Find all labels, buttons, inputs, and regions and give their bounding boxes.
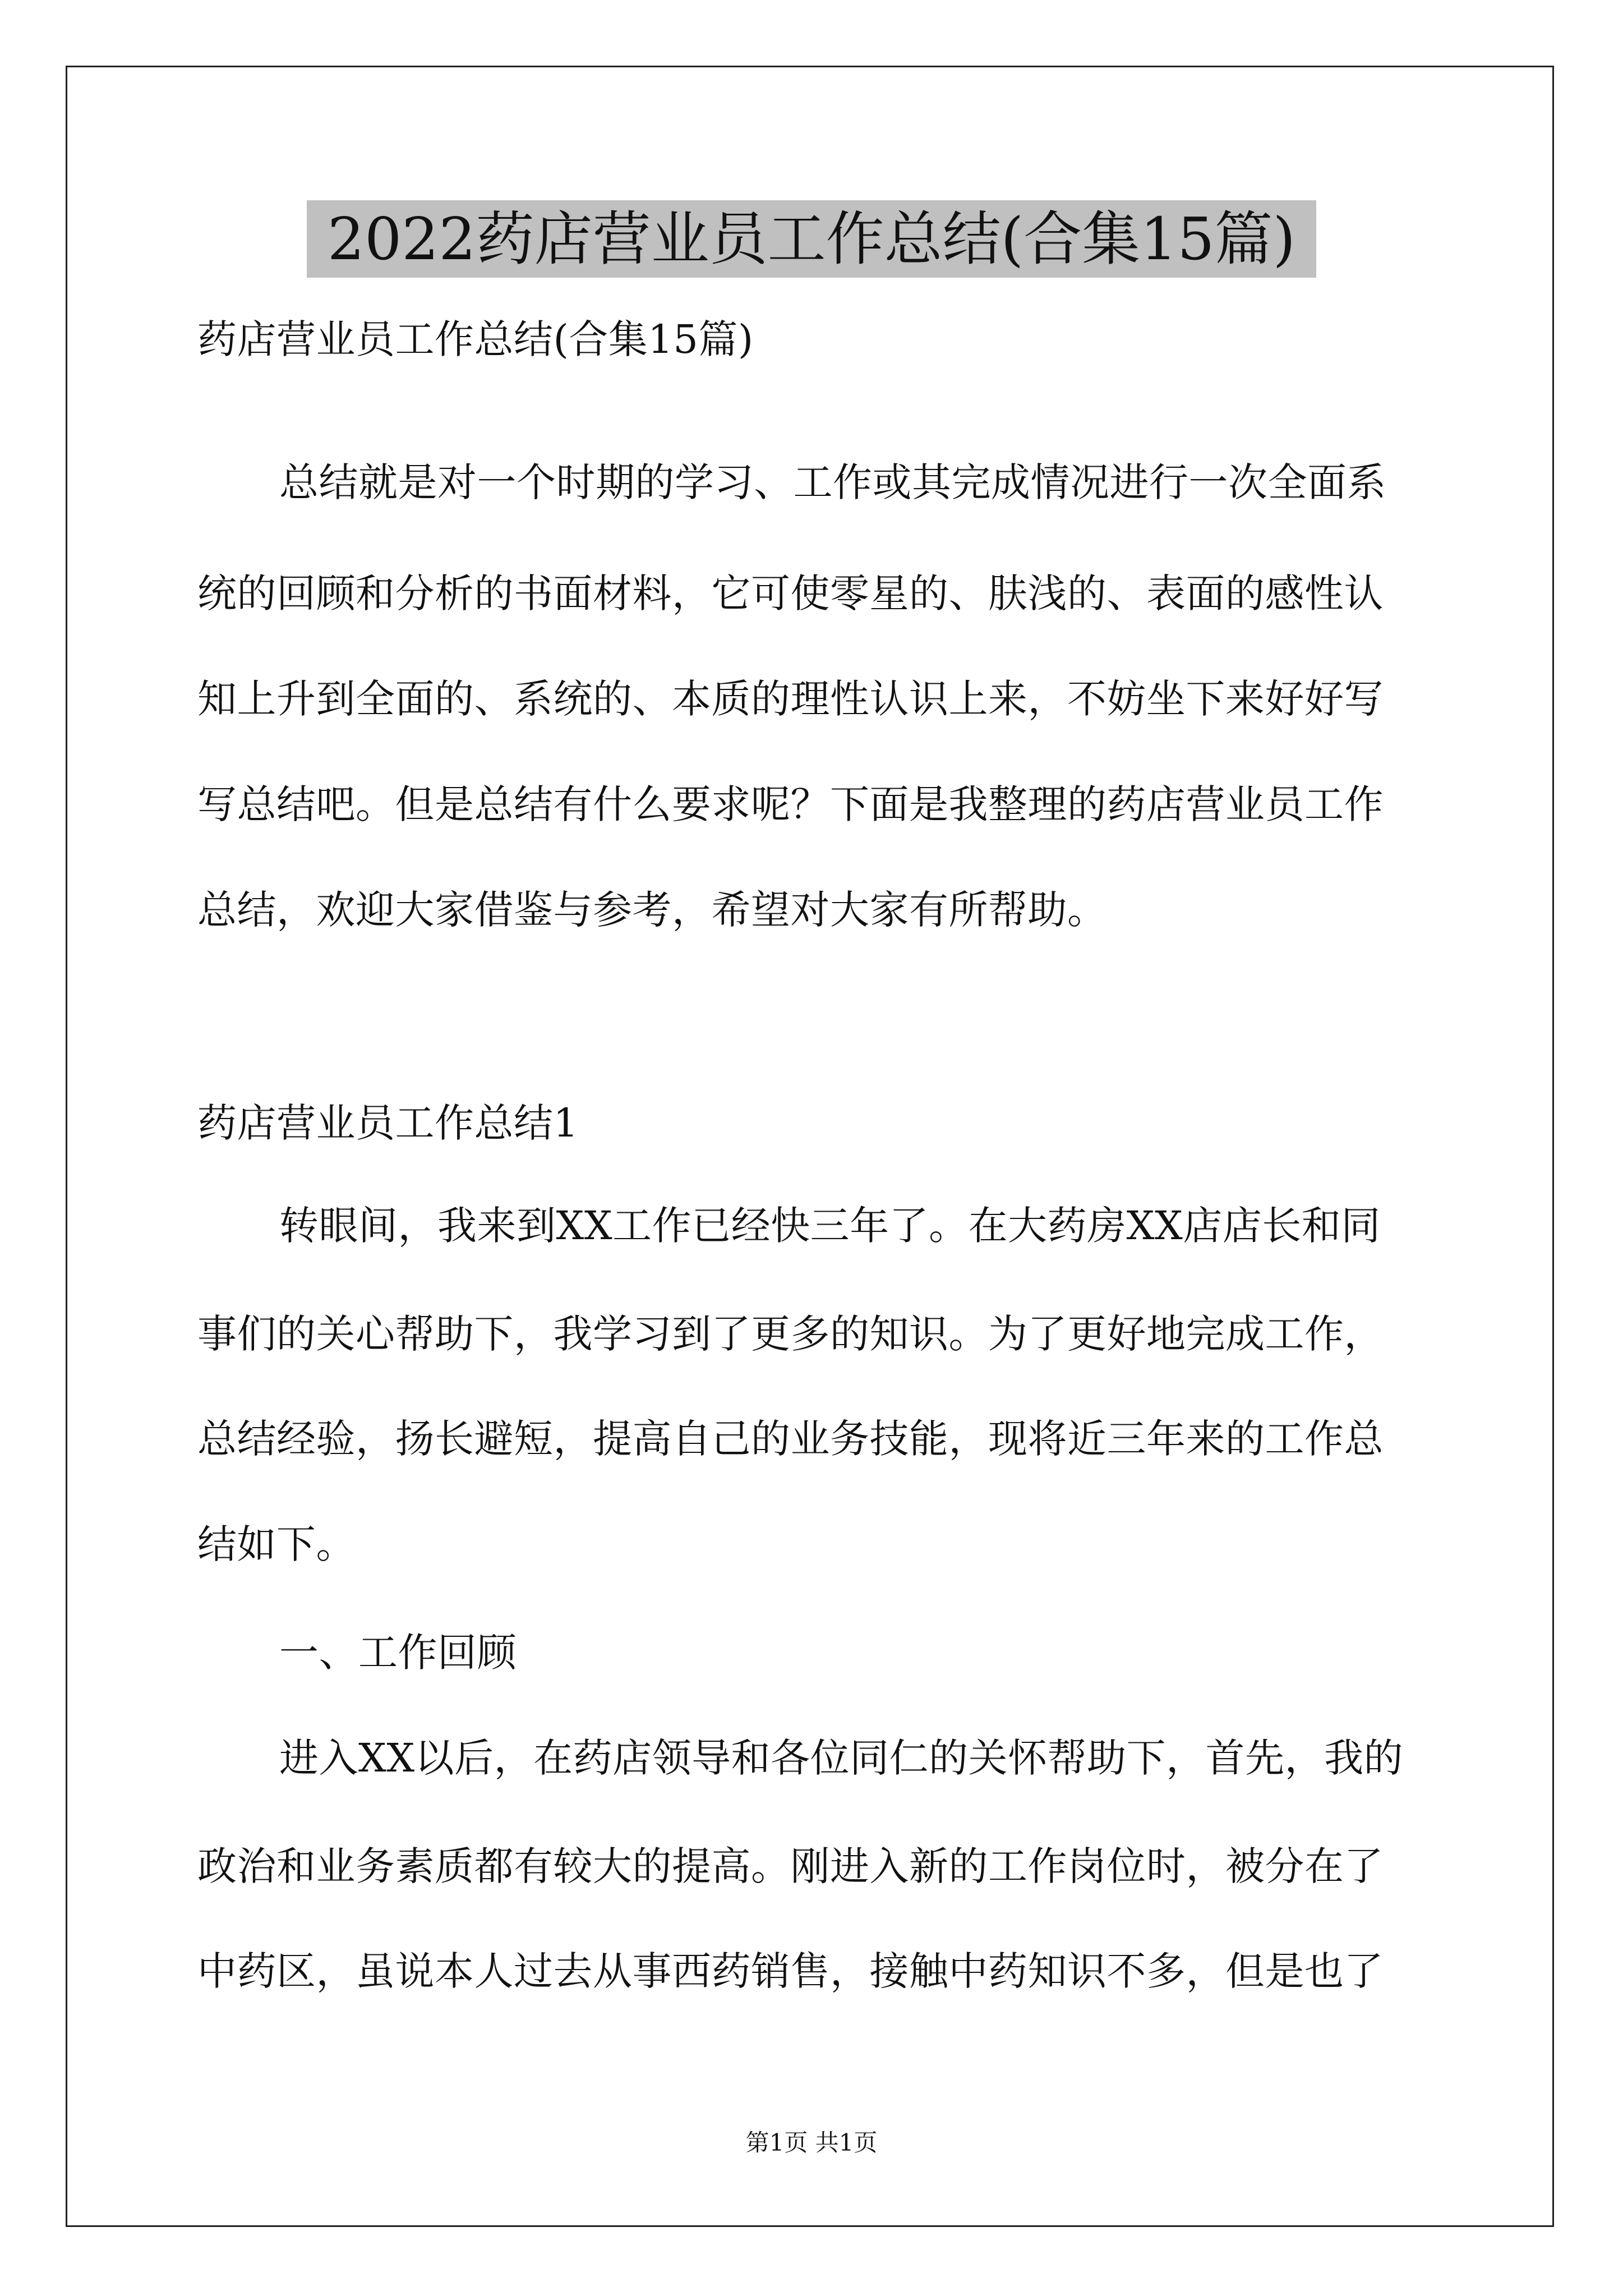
intro-line: 写总结吧。但是总结有什么要求呢？下面是我整理的药店营业员工作 [197, 781, 1384, 827]
intro-line: 总结，欢迎大家借鉴与参考，希望对大家有所帮助。 [197, 887, 1107, 933]
subheading: 一、工作回顾 [279, 1630, 517, 1676]
intro-line: 总结就是对一个时期的学习、工作或其完成情况进行一次全面系 [279, 459, 1386, 505]
subtitle: 药店营业员工作总结(合集15篇) [197, 316, 754, 362]
body-line: 总结经验，扬长避短，提高自己的业务技能，现将近三年来的工作总 [197, 1416, 1384, 1462]
page-footer: 第1页 共1页 [745, 2129, 878, 2156]
body-line: 进入XX以后，在药店领导和各位同仁的关怀帮助下，首先，我的 [279, 1735, 1404, 1781]
document-title: 2022药店营业员工作总结(合集15篇) [327, 205, 1296, 273]
intro-line: 统的回顾和分析的书面材料，它可使零星的、肤浅的、表面的感性认 [197, 570, 1384, 616]
body-line: 结如下。 [197, 1521, 356, 1567]
body-line: 中药区，虽说本人过去从事西药销售，接触中药知识不多，但是也了 [197, 1948, 1384, 1994]
body-line: 政治和业务素质都有较大的提高。刚进入新的工作岗位时，被分在了 [197, 1843, 1384, 1889]
body-line: 转眼间，我来到XX工作已经快三年了。在大药房XX店店长和同 [279, 1203, 1381, 1249]
intro-line: 知上升到全面的、系统的、本质的理性认识上来，不妨坐下来好好写 [197, 676, 1384, 722]
body-line: 事们的关心帮助下，我学习到了更多的知识。为了更好地完成工作， [197, 1311, 1384, 1357]
section-heading: 药店营业员工作总结1 [197, 1100, 579, 1146]
